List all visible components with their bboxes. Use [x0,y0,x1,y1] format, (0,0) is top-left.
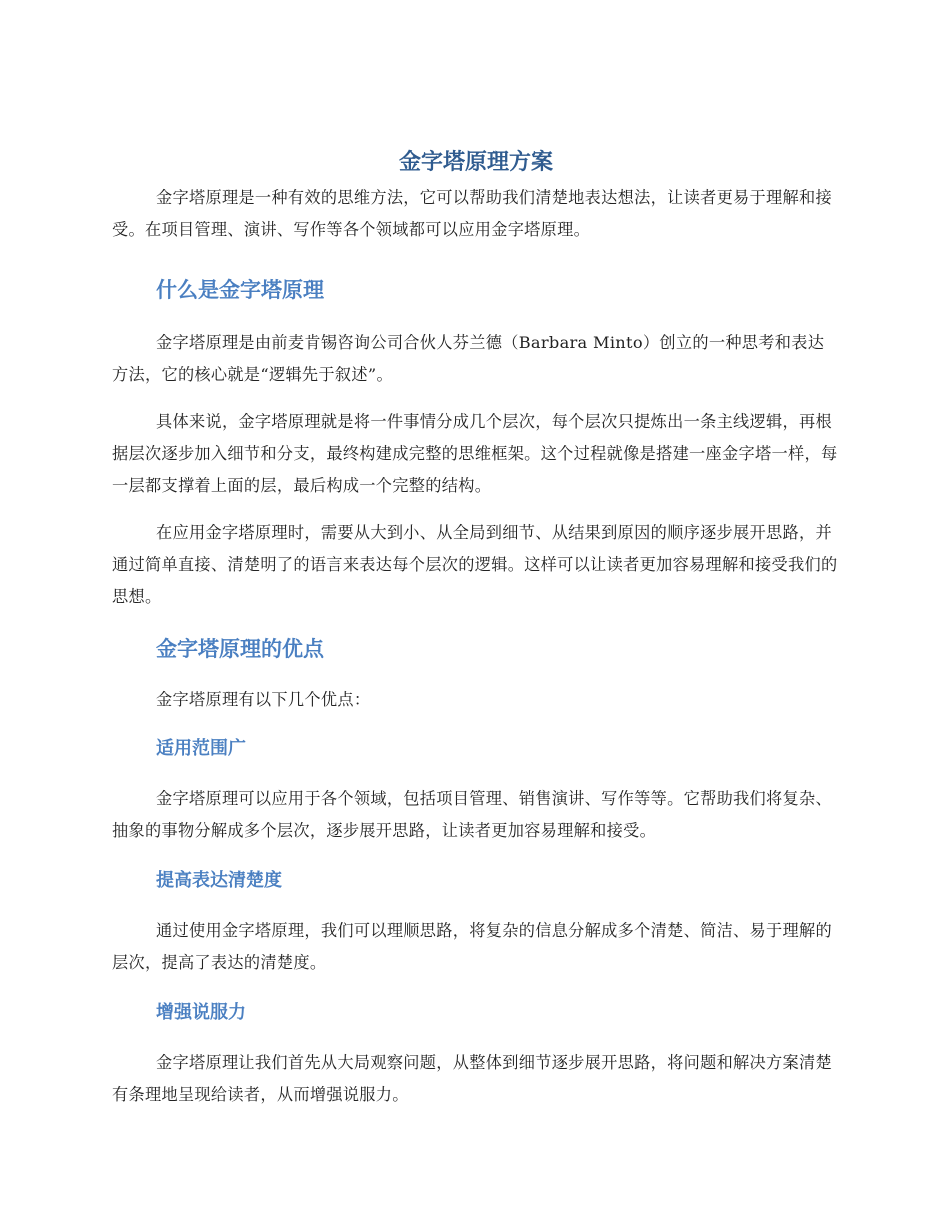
wide-scope-paragraph: 金字塔原理可以应用于各个领域，包括项目管理、销售演讲、写作等等。它帮助我们将复杂、抽象的事物分解成多个层次，逐步展开思路，让读者更加容易理解和接受。 [112,789,832,840]
subheading-persuasion: 增强说服力 [156,1002,246,1023]
subheading-clarity: 提高表达清楚度 [156,870,282,891]
section1-paragraph-3: 在应用金字塔原理时，需要从大到小、从全局到细节、从结果到原因的顺序逐步展开思路，并通过简单直接、清楚明了的语言来表达每个层次的逻辑。这样可以让读者更加容易理解和接受我们的思想。 [112,523,838,606]
document-page [112,140,840,1111]
subheading-wide-scope: 适用范围广 [156,738,246,759]
section1-paragraph-1: 金字塔原理是由前麦肯锡咨询公司合伙人芬兰德（Barbara Minto）创立的一种思考和表达方法，它的核心就是“逻辑先于叙述”。 [112,333,825,384]
clarity-paragraph: 通过使用金字塔原理，我们可以理顺思路，将复杂的信息分解成多个清楚、简洁、易于理解的层次，提高了表达的清楚度。 [112,921,832,972]
section1-paragraph-2: 具体来说，金字塔原理就是将一件事情分成几个层次，每个层次只提炼出一条主线逻辑，再根据层次逐步加入细节和分支，最终构建成完整的思维框架。这个过程就像是搭建一座金字塔一样，每一层都支撑着上面的层，最后构成一个完整的结构。 [112,412,838,495]
document-title: 金字塔原理方案 [398,150,553,175]
intro-paragraph: 金字塔原理是一种有效的思维方法，它可以帮助我们清楚地表达想法，让读者更易于理解和接受。在项目管理、演讲、写作等各个领域都可以应用金字塔原理。 [112,188,832,239]
persuasion-paragraph: 金字塔原理让我们首先从大局观察问题，从整体到细节逐步展开思路，将问题和解决方案清楚有条理地呈现给读者，从而增强说服力。 [112,1053,832,1104]
section-heading-advantages: 金字塔原理的优点 [156,637,324,661]
advantages-intro: 金字塔原理有以下几个优点： [156,690,371,709]
section-heading-what-is: 什么是金字塔原理 [156,278,324,302]
